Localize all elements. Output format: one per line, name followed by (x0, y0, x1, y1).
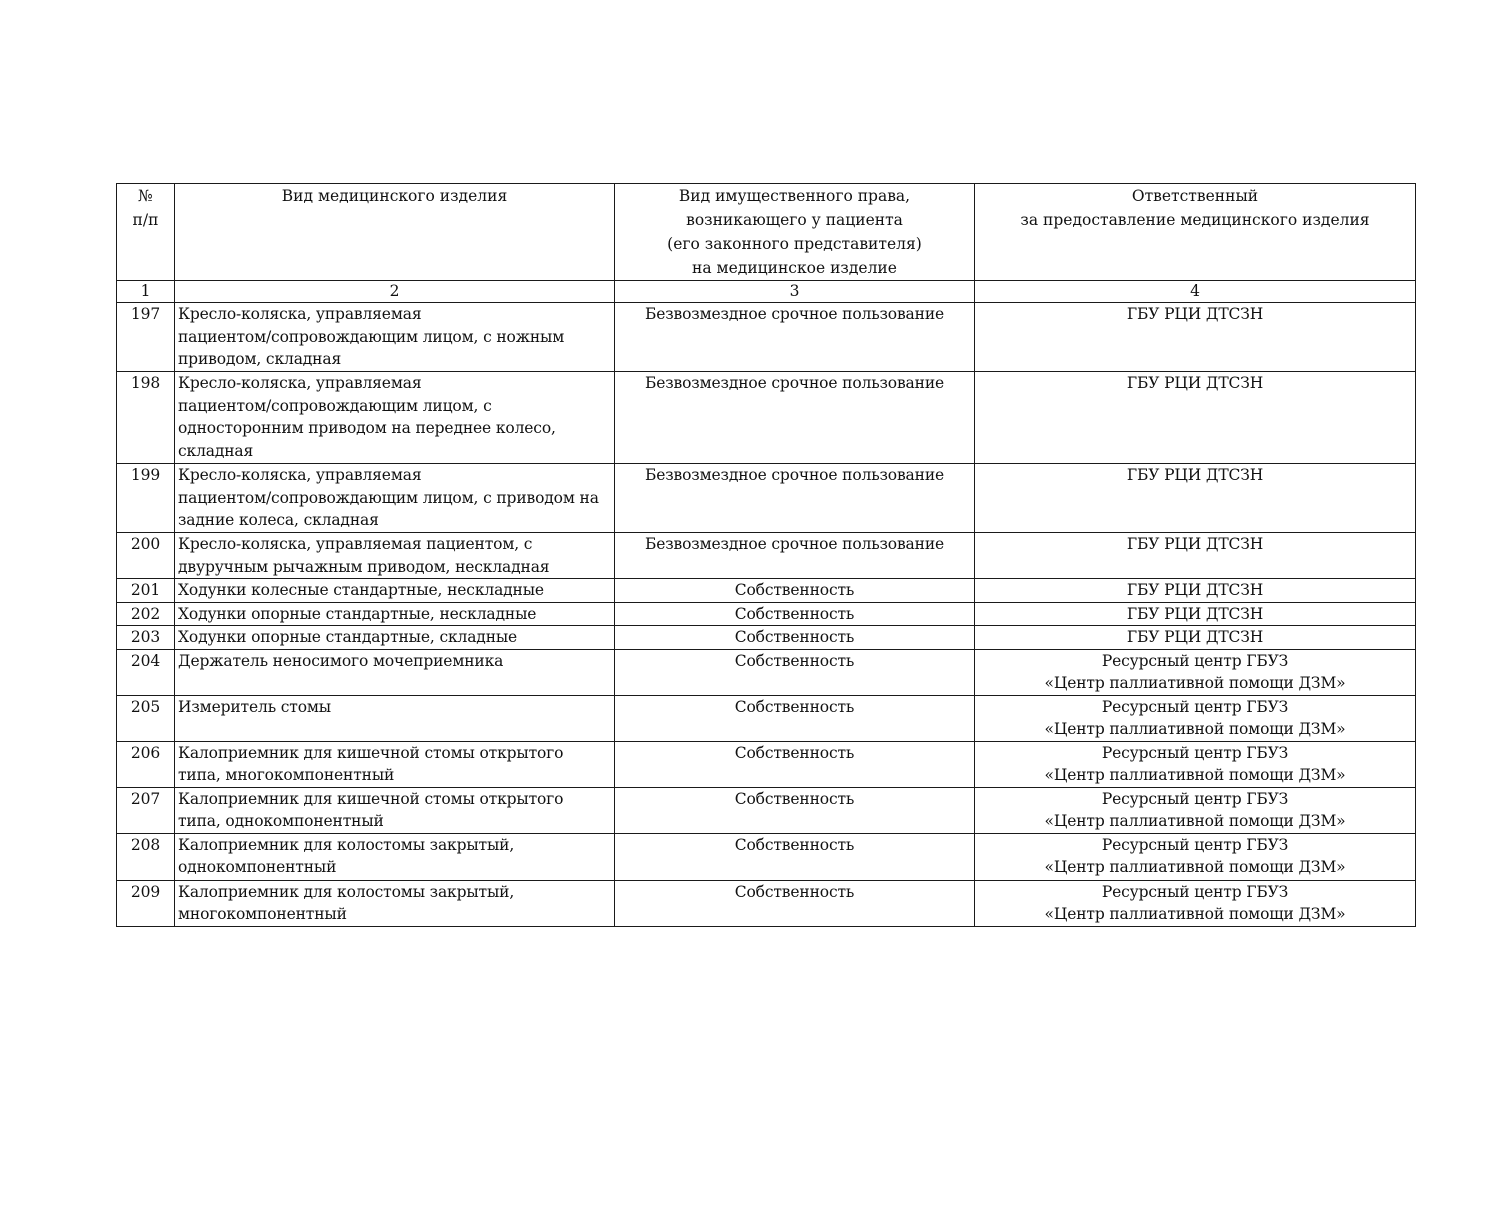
property-right: Собственность (615, 880, 975, 926)
header-responsible-line: за предоставление медицинского изделия (1020, 211, 1370, 229)
device-name (175, 649, 615, 695)
responsible-line: «Центр паллиативной помощи ДЗМ» (1044, 812, 1346, 830)
device-name-line: Кресло-коляска, управляемая (178, 374, 422, 392)
property-right: Собственность (615, 579, 975, 603)
responsible-line: Ресурсный центр ГБУЗ (1101, 651, 1289, 670)
row-number: 198 (117, 372, 175, 464)
responsible-line: ГБУ РЦИ ДТСЗН (1126, 305, 1264, 323)
responsible-line: «Центр паллиативной помощи ДЗМ» (1044, 674, 1346, 692)
table-row (117, 833, 1416, 880)
device-name-line: Калоприемник для колостомы закрытый, (178, 835, 515, 854)
header-device-type (175, 184, 615, 281)
table-row (117, 533, 1416, 579)
responsible (975, 602, 1416, 626)
row-number: 203 (117, 626, 175, 650)
responsible-line: «Центр паллиативной помощи ДЗМ» (1044, 766, 1346, 784)
responsible (975, 372, 1416, 464)
table-row (117, 880, 1416, 926)
header-property-right-line: на медицинское изделие (692, 259, 897, 277)
header-property-right-line: (его законного представителя) (667, 235, 922, 253)
header-device-type-line: Вид медицинского изделия (281, 187, 508, 205)
table-row (117, 695, 1416, 741)
device-name-line: Ходунки опорные стандартные, складные (178, 628, 518, 646)
table-row (117, 741, 1416, 787)
responsible-line: ГБУ РЦИ ДТСЗН (1126, 374, 1264, 392)
table-row (117, 787, 1416, 833)
device-name-line: однокомпонентный (178, 858, 337, 876)
responsible-line: «Центр паллиативной помощи ДЗМ» (1044, 905, 1346, 923)
device-name-line: Кресло-коляска, управляемая пациентом, с (178, 535, 533, 553)
row-number: 199 (117, 464, 175, 533)
device-name (175, 695, 615, 741)
device-name (175, 372, 615, 464)
column-number: 2 (175, 281, 615, 303)
device-name (175, 579, 615, 603)
header-responsible-line: Ответственный (1131, 187, 1259, 205)
device-name-line: типа, многокомпонентный (178, 766, 395, 784)
device-name-line: односторонним приводом на переднее колесо, (178, 419, 556, 437)
responsible (975, 833, 1416, 880)
device-name (175, 602, 615, 626)
responsible-line: ГБУ РЦИ ДТСЗН (1126, 604, 1264, 623)
device-name-line: Калоприемник для колостомы закрытый, (178, 882, 515, 901)
device-name-line: Измеритель стомы (178, 697, 331, 716)
device-name (175, 533, 615, 579)
header-property-right (615, 184, 975, 281)
device-name (175, 626, 615, 650)
device-name (175, 833, 615, 880)
header-property-right-line: возникающего у пациента (686, 211, 903, 229)
responsible-line: Ресурсный центр ГБУЗ (1101, 743, 1289, 762)
column-number: 1 (117, 281, 175, 303)
responsible-line: ГБУ РЦИ ДТСЗН (1126, 535, 1264, 553)
row-number: 201 (117, 579, 175, 603)
property-right: Собственность (615, 626, 975, 650)
device-name-line: Калоприемник для кишечной стомы открытого (178, 743, 564, 762)
header-number (117, 184, 175, 281)
column-number: 4 (975, 281, 1416, 303)
responsible-line: Ресурсный центр ГБУЗ (1101, 835, 1289, 854)
table-row (117, 626, 1416, 650)
responsible (975, 533, 1416, 579)
device-name-line: типа, однокомпонентный (178, 812, 384, 830)
header-responsible (975, 184, 1416, 281)
property-right: Безвозмездное срочное пользование (615, 372, 975, 464)
device-name-line: пациентом/сопровождающим лицом, с ножным (178, 327, 565, 346)
device-name-line: многокомпонентный (178, 905, 347, 923)
property-right: Собственность (615, 602, 975, 626)
table-row (117, 464, 1416, 533)
row-number: 202 (117, 602, 175, 626)
responsible (975, 579, 1416, 603)
responsible-line: «Центр паллиативной помощи ДЗМ» (1044, 858, 1346, 876)
table-row (117, 602, 1416, 626)
device-name-line: пациентом/сопровождающим лицом, с (178, 396, 492, 415)
property-right: Безвозмездное срочное пользование (615, 303, 975, 372)
row-number: 207 (117, 787, 175, 833)
responsible (975, 303, 1416, 372)
device-name (175, 880, 615, 926)
property-right: Безвозмездное срочное пользование (615, 533, 975, 579)
property-right: Собственность (615, 741, 975, 787)
device-name-line: Ходунки колесные стандартные, нескладные (178, 581, 544, 599)
responsible-line: ГБУ РЦИ ДТСЗН (1126, 466, 1264, 484)
header-number-line: п/п (132, 211, 159, 229)
header-property-right-line: Вид имущественного права, (678, 187, 911, 205)
responsible (975, 626, 1416, 650)
responsible (975, 464, 1416, 533)
responsible-line: ГБУ РЦИ ДТСЗН (1126, 581, 1264, 599)
row-number: 200 (117, 533, 175, 579)
table-row (117, 372, 1416, 464)
responsible-line: «Центр паллиативной помощи ДЗМ» (1044, 720, 1346, 738)
column-numbers-row (117, 281, 1416, 303)
device-name-line: приводом, складная (178, 350, 342, 368)
device-name-line: Держатель неносимого мочеприемника (178, 651, 504, 670)
medical-devices-table (116, 183, 1416, 927)
device-name-line: складная (178, 441, 254, 460)
device-name-line: двуручным рычажным приводом, нескладная (178, 557, 550, 576)
device-name-line: Ходунки опорные стандартные, нескладные (178, 604, 537, 623)
row-number: 206 (117, 741, 175, 787)
column-number: 3 (615, 281, 975, 303)
row-number: 197 (117, 303, 175, 372)
responsible (975, 787, 1416, 833)
device-name-line: Кресло-коляска, управляемая (178, 466, 422, 484)
responsible (975, 880, 1416, 926)
responsible-line: Ресурсный центр ГБУЗ (1101, 882, 1289, 901)
property-right: Собственность (615, 787, 975, 833)
row-number: 204 (117, 649, 175, 695)
responsible-line: Ресурсный центр ГБУЗ (1101, 697, 1289, 716)
row-number: 205 (117, 695, 175, 741)
responsible (975, 741, 1416, 787)
device-name-line: задние колеса, складная (178, 511, 379, 529)
device-name (175, 741, 615, 787)
device-name (175, 787, 615, 833)
header-number-line: № (138, 187, 153, 205)
device-name-line: Кресло-коляска, управляемая (178, 305, 422, 323)
property-right: Собственность (615, 695, 975, 741)
device-name-line: пациентом/сопровождающим лицом, с приводом на (178, 488, 599, 507)
responsible-line: ГБУ РЦИ ДТСЗН (1126, 628, 1264, 646)
row-number: 209 (117, 880, 175, 926)
responsible (975, 649, 1416, 695)
property-right: Собственность (615, 649, 975, 695)
device-name (175, 464, 615, 533)
device-name-line: Калоприемник для кишечной стомы открытого (178, 789, 564, 808)
row-number: 208 (117, 833, 175, 880)
table-row (117, 579, 1416, 603)
property-right: Собственность (615, 833, 975, 880)
table-row (117, 649, 1416, 695)
responsible-line: Ресурсный центр ГБУЗ (1101, 789, 1289, 808)
device-name (175, 303, 615, 372)
table-row (117, 303, 1416, 372)
header-row (117, 184, 1416, 281)
property-right: Безвозмездное срочное пользование (615, 464, 975, 533)
responsible (975, 695, 1416, 741)
